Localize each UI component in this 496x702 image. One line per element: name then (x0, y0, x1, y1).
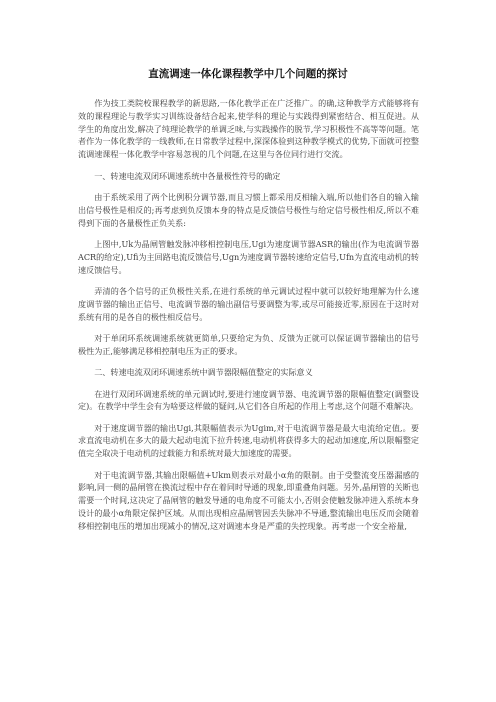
intro-paragraph: 作为技工类院校课程教学的新思路,一体化教学正在广泛推广。的确,这种教学方式能够将有效的课程理论与教学实习训练设备结合起来,使学科的理论与实践得到紧密结合、相互促进。从学生的角度出发,解决了纯理论教学的单调乏味,与实践操作的脱节,学习积极性不高等等问题。笔者作为一体化教学的一线教师,在日常教学过程中,深深体验到这种教学模式的优势,下面就可控整流调速课程一体化教学中容易忽视的几个问题,在这里与各位同行进行交流。 (78, 98, 419, 160)
section2-paragraph-1: 在进行双闭环调速系统的单元调试时,要进行速度调节器、电流调节器的限幅值整定(调整设定)。在教学中学生会有为啥要这样做的疑问,从它们各自所起的作用上考虑,这个问题不难解决。 (78, 388, 419, 412)
section1-paragraph-2: 上图中,Uk为晶闸管触发脉冲移相控制电压,Ugi为速度调节器ASR的输出(作为电流调节器ACR的给定),Ufi为主回路电流反馈信号,Ugn为速度调节器转速给定信号,Ufn为直流电动机的转速反馈信号。 (78, 238, 419, 275)
section1-paragraph-4: 对于单闭环系统调速系统就更简单,只要给定为负、反馈为正就可以保证调节器输出的信号极性为正,能够满足移相控制电压为正的要求。 (78, 332, 419, 356)
section2-paragraph-2: 对于速度调节器的输出Ugi,其限幅值表示为Ugim,对于电流调节器是最大电流给定值,。要求直流电动机在多大的最大起动电流下拉升转速,电动机将获得多大的起动加速度,所以限幅整定值完全取决于电动机的过载能力和系统对最大加速度的需要。 (78, 422, 419, 459)
section-heading-1: 一、转速电流双闭环调速系统中各量极性符号的确定 (94, 170, 281, 181)
section1-paragraph-1: 由于系统采用了两个比例积分调节器,而且习惯上都采用反相输入端,所以他们各自的输入输出信号极性是相反的;再考虑到负反馈本身的特点是反馈信号极性与给定信号极性相反,所以不难得到下面的各量极性正负关系: (78, 191, 419, 228)
document-title: 直流调速一体化课程教学中几个问题的探讨 (148, 68, 348, 80)
section2-paragraph-3: 对于电流调节器,其输出限幅值+Ukm则表示对最小α角的限制。由于受整流变压器漏感的影响,同一侧的晶闸管在换流过程中存在着同时导通的现象,即重叠角问题。另外,晶闸管的关断也需要一个时间,这决定了晶闸管的触发导通的电角度不可能太小,否则会使触发脉冲进入系统本身设计的最小α角限定保护区域。从而出现相应晶闸管因丢失脉冲不导通,整流输出电压反而会随着移相控制电压的增加出现减小的情况,这对调速本身是严重的失控现象。再考虑一个安全裕量, (78, 469, 419, 531)
document-body (78, 97, 419, 541)
section1-paragraph-3: 弄清的各个信号的正负极性关系,在进行系统的单元调试过程中就可以较好地理解为什么速度调节器的输出正信号、电流调节器的输出副信号要调整为零,或尽可能接近零,原因在于这时对系统有用的是各自的极性相反信号。 (78, 285, 419, 322)
section-heading-2: 二、转速电流双闭环调速系统中调节器限幅值整定的实际意义 (94, 367, 313, 378)
